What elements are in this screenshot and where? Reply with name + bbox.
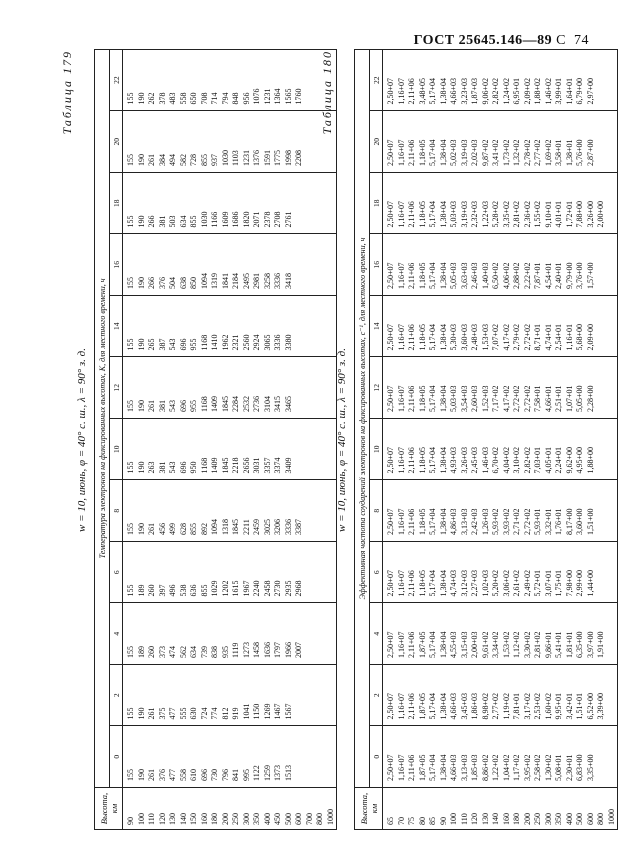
- group-header: Эффективная частота соударений электронов на фиксированных высотах, с⁻¹, для местного времени, ч: [355, 49, 370, 787]
- hour-header: 20: [370, 111, 383, 173]
- value-column: 155 190 265 387 543 696 955 1168 1410 1962 2321 2560 2924 3065 3336 3380: [123, 296, 337, 358]
- value-column: 2,50+07 1,16+07 2,11+06 1,18+05 5,17+04 1,38+04 4,93+03 3,26+03 2,45+03 1,46+03 6,70+02 4,04+02 3,10+02 2,82+02 7,03+01 4,05+01 2,24+01 9,62+00 4,95+00 1,88+00: [383, 419, 618, 481]
- hour-header: 4: [110, 603, 123, 665]
- hour-header: 6: [110, 542, 123, 604]
- page-header: [414, 33, 589, 49]
- page-number: 74: [574, 33, 589, 48]
- value-column: 155 190 261 376 477 558 610 696 730 796 841 995 1122 1259 1373 1513: [123, 726, 337, 788]
- hour-header: 22: [370, 49, 383, 111]
- value-column: 2,50+07 1,16+07 2,11+06 1,18+05 5,17+04 1,38+04 5,03+03 3,19+03 2,32+03 1,22+03 5,28+02 3,35+02 2,81+02 2,36+02 1,55+02 9,10+01 4,01+01 1,72+01 7,88+00 3,26+00 2,00+00: [383, 173, 618, 235]
- height-column: 65 70 75 80 85 90 100 110 120 130 140 160 180 200 250 300 350 400 500 600 800 1000: [383, 788, 618, 830]
- hour-header: 14: [370, 296, 383, 358]
- hour-header: 16: [110, 234, 123, 296]
- section-letter: С: [556, 33, 566, 48]
- table-caption: w = 10, июнь, φ = 40° с. ш., λ = 90° з. д.: [76, 348, 88, 533]
- value-column: 2,50+07 1,16+07 2,11+06 1,18+05 5,17+04 1,38+04 4,86+03 3,13+03 2,42+03 1,26+03 5,93+02 3,93+02 2,71+02 2,72+02 5,93+01 3,32+01 1,76+01 8,17+00 3,60+00 1,51+00: [383, 480, 618, 542]
- hour-header: 10: [370, 419, 383, 481]
- value-column: 2,50+07 1,16+07 2,11+06 1,18+05 5,17+04 1,38+04 5,30+03 3,60+03 2,48+03 1,53+03 7,07+02 4,17+02 2,79+02 2,72+02 8,71+01 4,74+01 2,54+01 1,16+01 5,68+00 2,09+00: [383, 296, 618, 358]
- height-column: 90 100 110 120 130 140 150 160 180 200 250 300 350 400 450 500 600 700 800 1000: [123, 788, 337, 830]
- value-column: 155 190 262 378 483 558 650 708 714 794 848 956 1076 1231 1364 1565 1760: [123, 49, 337, 111]
- hour-header: 0: [370, 726, 383, 788]
- value-column: 155 190 261 375 477 555 630 724 774 812 919 1041 1150 1269 1467 1567: [123, 665, 337, 727]
- hour-header: 8: [370, 480, 383, 542]
- hour-header: 10: [110, 419, 123, 481]
- value-column: 2,50+07 1,16+07 2,11+06 1,87+05 5,17+04 1,38+04 4,66+03 3,45+03 1,86+03 8,98+02 2,77+02 1,19+02 7,81+01 3,17+02 2,53+02 1,60+02 9,95+01 3,42+01 1,51+01 6,52+00 3,39+00: [383, 665, 618, 727]
- hour-header: 2: [370, 665, 383, 727]
- table-180-block: [318, 50, 616, 830]
- height-header: Высота, км: [95, 788, 123, 830]
- value-column: 2,50+07 1,16+07 2,11+06 1,87+05 5,17+04 1,38+04 4,55+03 3,15+03 2,00+03 9,61+02 3,34+02 1,53+02 1,12+02 3,30+02 2,81+02 9,86+01 5,41+01 1,81+01 6,35+00 3,97+00 1,91+00: [383, 603, 618, 665]
- standard-code: ГОСТ 25645.146—89: [413, 33, 553, 48]
- data-table: [354, 49, 618, 830]
- value-column: 155 190 261 456 499 628 855 892 1094 1318 1845 2211 2459 3025 3206 3336 3387: [123, 480, 337, 542]
- hour-header: 18: [370, 173, 383, 235]
- value-column: 155 190 261 384 494 582 728 855 937 1030 1103 1231 1376 1591 1775 1998 2208: [123, 111, 337, 173]
- hour-header: 6: [370, 542, 383, 604]
- value-column: 155 189 260 373 474 562 634 739 838 935 1119 1273 1458 1636 1797 1966 2007: [123, 603, 337, 665]
- value-column: 155 190 266 381 503 634 855 1030 1166 1609 1686 1820 2071 2378 2708 2761: [123, 173, 337, 235]
- value-column: 155 190 266 376 504 638 850 1094 1319 1841 2184 2495 2981 3258 3336 3418: [123, 234, 337, 296]
- hour-header: 2: [110, 665, 123, 727]
- value-column: 2,50+07 1,16+07 2,11+06 1,18+05 5,17+04 1,38+04 5,02+03 3,19+03 2,02+03 9,87+02 3,41+02 1,73+02 1,32+02 2,78+02 2,77+02 1,69+02 3,58+01 1,38+01 5,76+00 2,87+00: [383, 111, 618, 173]
- hour-header: 0: [110, 726, 123, 788]
- value-column: 2,50+07 1,16+07 2,11+06 1,18+05 5,17+04 1,38+04 4,74+03 3,12+03 2,27+03 1,02+03 5,20+02 3,06+02 2,61+02 2,49+02 5,72+01 3,07+01 1,75+01 7,98+00 2,99+00 1,44+00: [383, 542, 618, 604]
- hour-header: 14: [110, 296, 123, 358]
- hour-header: 12: [110, 357, 123, 419]
- hour-header: 16: [370, 234, 383, 296]
- table-caption: w = 10, июнь, φ = 40° с. ш., λ = 90° з. д.: [336, 348, 348, 533]
- hour-header: 8: [110, 480, 123, 542]
- height-header: Высота, км: [355, 788, 383, 830]
- value-column: 155 190 261 381 543 696 955 1168 1409 1845 2284 2532 2736 3104 3415 3465: [123, 357, 337, 419]
- table-label: Таблица 179: [60, 50, 74, 135]
- hour-header: 20: [110, 111, 123, 173]
- value-column: 2,50+07 1,16+07 2,11+06 1,18+05 5,17+04 1,38+04 5,03+03 3,54+03 2,60+03 1,52+03 7,17+02 4,17+02 2,72+02 2,72+02 7,58+01 4,66+01 2,51+01 1,07+01 5,05+00 2,28+00: [383, 357, 618, 419]
- table-label: Таблица 180: [320, 50, 334, 135]
- value-column: 155 189 260 397 496 538 636 855 1029 1202 1615 1967 2240 2458 2730 2935 2968: [123, 542, 337, 604]
- value-column: 2,50+07 1,16+07 2,11+06 1,18+05 5,17+04 1,38+04 5,05+03 3,63+03 2,46+03 1,40+03 6,50+02 4,06+02 2,88+02 2,22+02 7,87+01 4,54+01 2,40+01 9,79+00 3,76+00 1,57+00: [383, 234, 618, 296]
- group-header: Температура электронов на фиксированных высотах, К, для местного времени, ч: [95, 49, 110, 787]
- hour-header: 18: [110, 173, 123, 235]
- value-column: 2,50+07 1,16+07 2,11+06 3,48+05 5,17+04 1,38+04 4,66+03 3,23+03 1,87+03 9,06+02 2,82+02 1,24+02 6,95+01 2,09+02 1,88+02 1,46+02 3,99+01 1,64+01 6,79+00 2,97+00: [383, 49, 618, 111]
- data-table: [94, 49, 337, 830]
- hour-header: 12: [370, 357, 383, 419]
- hour-header: 4: [370, 603, 383, 665]
- hour-header: 22: [110, 49, 123, 111]
- value-column: 155 190 263 381 543 696 950 1168 1409 1845 2218 2656 3031 3357 3374 3409: [123, 419, 337, 481]
- value-column: 2,50+07 1,16+07 2,11+06 1,87+05 5,17+04 1,38+04 4,66+03 3,13+03 1,85+03 8,86+02 1,22+02 1,04+02 1,17+02 3,95+02 2,58+02 1,30+02 5,08+01 2,30+01 6,83+00 3,35+00: [383, 726, 618, 788]
